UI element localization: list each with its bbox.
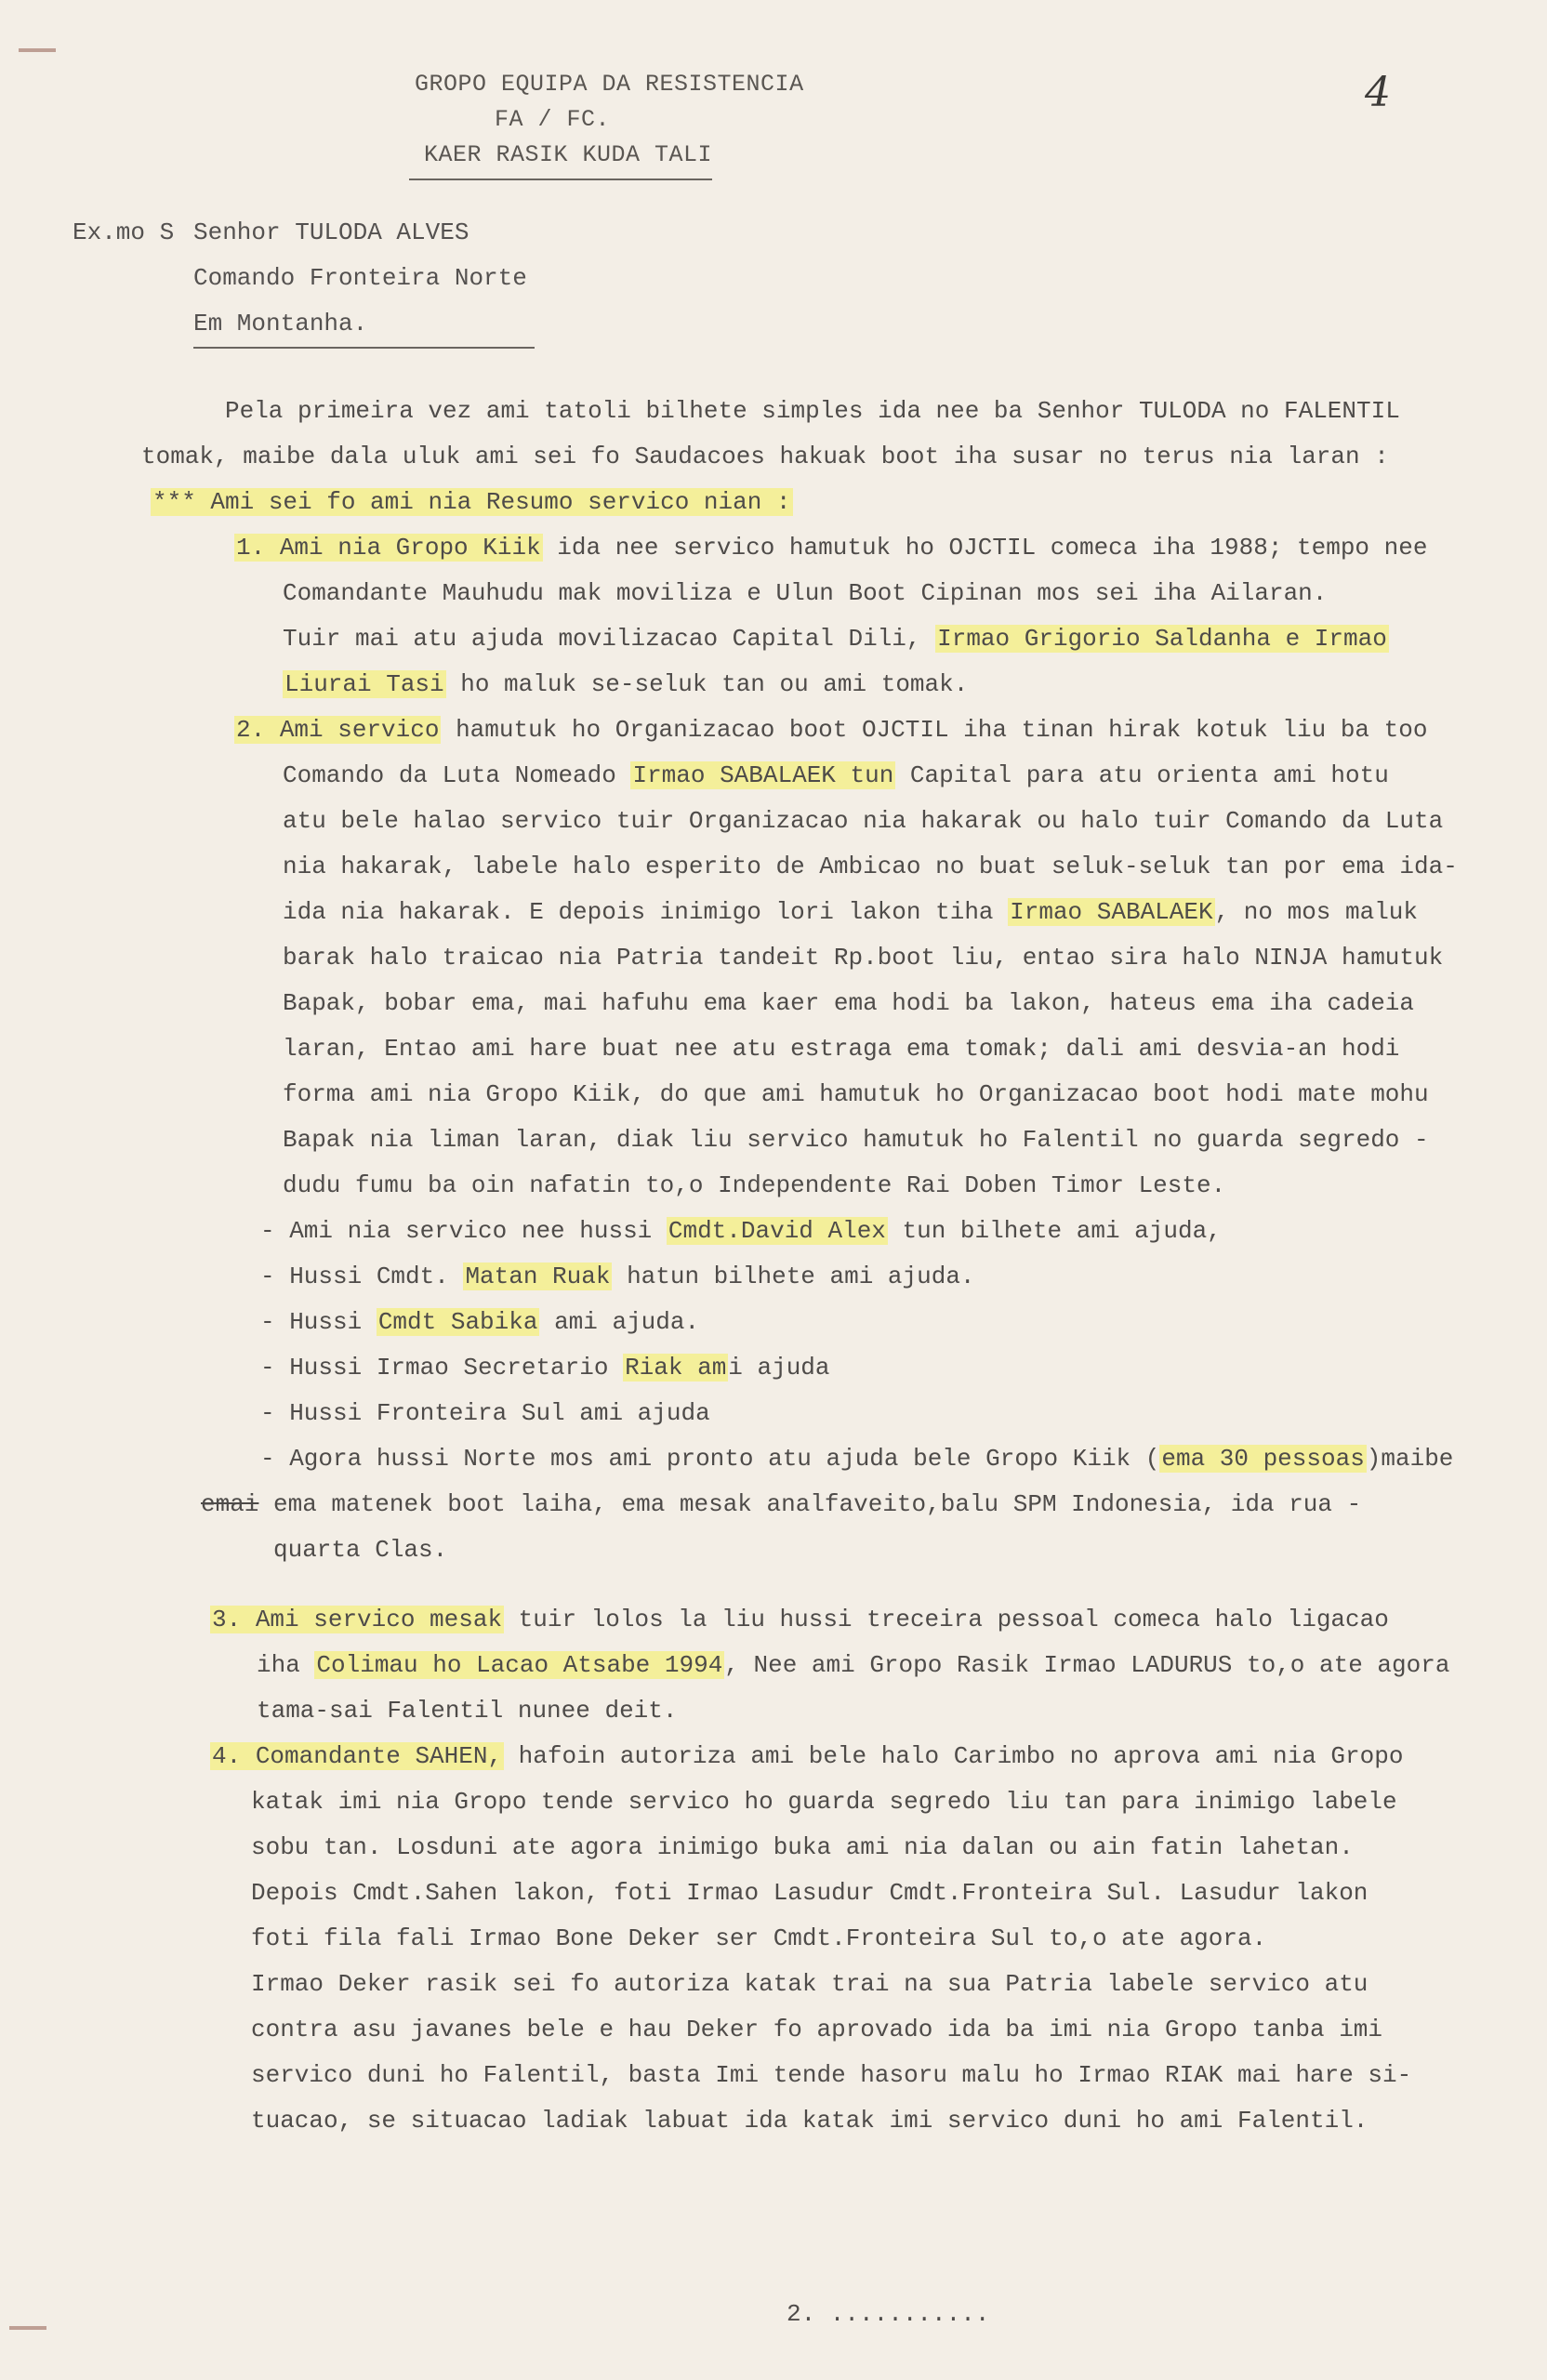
asterisks: *** [152, 488, 196, 516]
letter-body [141, 389, 1502, 2144]
item-4-line: tuacao, se situacao ladiak labuat ida katak imi servico duni ho ami Falentil. [251, 2107, 1368, 2135]
item-2-line: Bapak nia liman laran, diak liu servico hamutuk ho Falentil no guarda segredo - [283, 1126, 1429, 1154]
item-2-line: laran, Entao ami hare buat nee atu estraga ema tomak; dali ami desvia-an hodi [283, 1035, 1400, 1063]
item-2-line: dudu fumu ba oin nafatin to,o Independente Rai Doben Timor Leste. [283, 1171, 1226, 1199]
edge-mark [19, 48, 56, 52]
item-2-line: ida nia hakarak. E depois inimigo lori lakon tiha Irmao SABALAEK, no mos maluk [283, 898, 1419, 926]
item-2-line: forma ami nia Gropo Kiik, do que ami hamutuk ho Organizacao boot hodi mate mohu [283, 1080, 1429, 1108]
item-1-line: 1. Ami nia Gropo Kiik ida nee servico hamutuk ho OJCTIL comeca iha 1988; tempo nee [236, 534, 1428, 562]
item-4-line: Depois Cmdt.Sahen lakon, foti Irmao Lasudur Cmdt.Fronteira Sul. Lasudur lakon [251, 1879, 1368, 1907]
dash-line: - Ami nia servico nee hussi Cmdt.David Alex tun bilhete ami ajuda, [260, 1217, 1222, 1245]
addressee-name: Senhor TULODA ALVES [193, 218, 469, 246]
dash-line: quarta Clas. [273, 1536, 448, 1564]
item-2-line: Comando da Luta Nomeado Irmao SABALAEK tun Capital para atu orienta ami hotu [283, 761, 1389, 789]
item-2-line: 2. Ami servico hamutuk ho Organizacao boot OJCTIL iha tinan hirak kotuk liu ba too [236, 716, 1428, 744]
addressee-block [73, 210, 535, 349]
letter-header [409, 67, 892, 180]
item-4-line: foti fila fali Irmao Bone Deker ser Cmdt.Fronteira Sul to,o ate agora. [251, 1924, 1267, 1952]
dash-line: - Hussi Cmdt. Matan Ruak hatun bilhete ami ajuda. [260, 1263, 975, 1290]
addressee-unit: Comando Fronteira Norte [193, 264, 527, 292]
item-4-line: katak imi nia Gropo tende servico ho guarda segredo liu tan para inimigo labele [251, 1788, 1397, 1816]
item-3-line: 3. Ami servico mesak tuir lolos la liu hussi treceira pessoal comeca halo ligacao [212, 1606, 1389, 1633]
item-2-line: Bapak, bobar ema, mai hafuhu ema kaer ema hodi ba lakon, hateus ema iha cadeia [283, 989, 1414, 1017]
struck-word: emai [201, 1490, 259, 1518]
header-group-code: FA / FC. [495, 106, 611, 133]
item-2-line: barak halo traicao nia Patria tandeit Rp.boot liu, entao sira halo NINJA hamutuk [283, 944, 1444, 972]
item-4-line: contra asu javanes bele e hau Deker fo aprovado ida ba imi nia Gropo tanba imi [251, 2016, 1382, 2043]
intro-line: Pela primeira vez ami tatoli bilhete simples ida nee ba Senhor TULODA no FALENTIL [225, 397, 1400, 425]
item-3-line: tama-sai Falentil nunee deit. [257, 1697, 678, 1725]
continuation-marker: 2. ........... [787, 2300, 990, 2328]
header-group-motto: KAER RASIK KUDA TALI [409, 138, 712, 180]
item-2-line: nia hakarak, labele halo esperito de Ambicao no buat seluk-seluk tan por ema ida- [283, 853, 1458, 880]
salutation: Ex.mo S [73, 218, 175, 246]
item-2-line: atu bele halao servico tuir Organizacao nia hakarak ou halo tuir Comando da Luta [283, 807, 1444, 835]
edge-mark [9, 2326, 46, 2330]
item-4-line: 4. Comandante SAHEN, hafoin autoriza ami bele halo Carimbo no aprova ami nia Gropo [212, 1742, 1404, 1770]
item-1-line: Comandante Mauhudu mak moviliza e Ulun Boot Cipinan mos sei iha Ailaran. [283, 579, 1328, 607]
dash-line: - Hussi Fronteira Sul ami ajuda [260, 1399, 710, 1427]
dash-line: emai ema matenek boot laiha, ema mesak analfaveito,balu SPM Indonesia, ida rua - [201, 1490, 1362, 1518]
intro-line: tomak, maibe dala uluk ami sei fo Saudacoes hakuak boot iha susar no terus nia laran : [141, 443, 1389, 470]
dash-line: - Hussi Cmdt Sabika ami ajuda. [260, 1308, 700, 1336]
item-4-line: servico duni ho Falentil, basta Imi tende hasoru malu ho Irmao RIAK mai hare si- [251, 2061, 1412, 2089]
item-1-line: Liurai Tasi ho maluk se-seluk tan ou ami tomak. [284, 670, 969, 698]
handwritten-page-number: 4 [1365, 69, 1391, 116]
dash-line: - Hussi Irmao Secretario Riak ami ajuda [260, 1354, 830, 1382]
item-1-line: Tuir mai atu ajuda movilizacao Capital Dili, Irmao Grigorio Saldanha e Irmao [283, 625, 1387, 653]
item-3-line: iha Colimau ho Lacao Atsabe 1994, Nee ami Gropo Rasik Irmao LADURUS to,o ate agora [257, 1651, 1450, 1679]
addressee-place: Em Montanha. [193, 301, 535, 349]
item-4-line: Irmao Deker rasik sei fo autoriza katak trai na sua Patria labele servico atu [251, 1970, 1368, 1998]
item-4-line: sobu tan. Losduni ate agora inimigo buka ami nia dalan ou ain fatin lahetan. [251, 1833, 1354, 1861]
header-group-name: GROPO EQUIPA DA RESISTENCIA [415, 71, 804, 98]
dash-line: - Agora hussi Norte mos ami pronto atu ajuda bele Gropo Kiik (ema 30 pessoas)maibe [260, 1445, 1454, 1473]
intro-line: *** Ami sei fo ami nia Resumo servico nian : [152, 488, 791, 516]
